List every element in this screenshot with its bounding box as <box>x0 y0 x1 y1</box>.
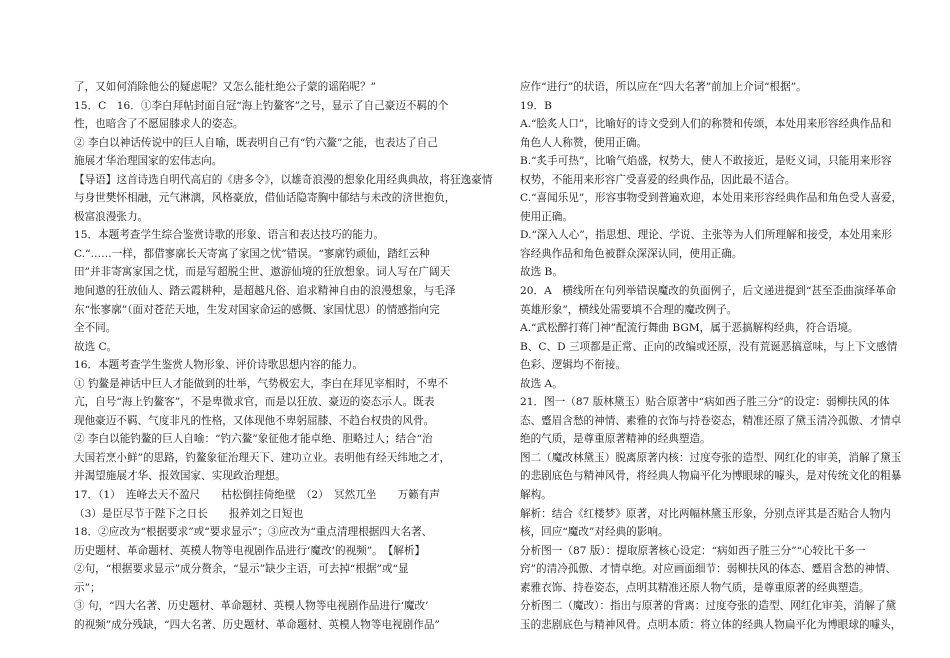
right-text-line: 玉的悲剧底色与精神风骨。点明本质：将立体的经典人物扁平化为博眼球的噱头， <box>520 618 902 631</box>
left-text-line: 极富浪漫张力。 <box>74 210 149 223</box>
left-text-line: 并渴望施展才华、报效国家、实现政治理想。 <box>74 470 286 483</box>
right-text-line: 20．A 横线所在句列举错误魔改的负面例子，后文递进提到“甚至歪曲演绎革命 <box>520 285 897 298</box>
left-text-line: 历史题材、革命题材、英模人物等电视剧作品进行‘魔改’的视频”。 【解析】 <box>74 544 426 557</box>
left-text-line: 田”并非寄寓家国之忧，而是写超脱尘世、遨游仙境的狂放想象。词人写在广阔天 <box>74 266 451 279</box>
right-text-line: 容经典作品和角色被群众深深认同，使用正确。 <box>520 247 743 260</box>
left-text-line: 与身世樊怀相融，元气淋漓，风格豪放，借仙话隐寄胸中郁结与未改的济世抱负， <box>74 192 456 205</box>
right-text-line: A.“武松醉打蒋门神”配流行舞曲 BGM，属于恶搞解构经典，符合语境。 <box>520 322 859 335</box>
left-text-line: ③ 句，“四大名著、历史题材、革命题材、英模人物等电视剧作品进行‘魔改’ <box>74 600 429 613</box>
right-text-line: B.“炙手可热”，比喻气焰盛，权势大，使人不敢接近，是贬义词，只能用来形容 <box>520 155 892 168</box>
right-text-line: C.“喜闻乐见”，形容事物受到普遍欢迎，本处用来形容经典作品和角色受人喜爱， <box>520 192 903 205</box>
left-text-line: 16．本题考查学生鉴赏人物形象、评价诗歌思想内容的能力。 <box>74 359 363 372</box>
left-text-line: 亢，自号“海上钓鳌客”，不是卑微求官，而是以狂放、豪迈的姿态示人。既表 <box>74 396 435 409</box>
right-text-line: 图二（魔改林黛玉）脱离原著内核：过度夸张的造型、网红化的审美，消解了黛玉 <box>520 451 902 464</box>
left-text-line: 示”； <box>74 581 101 594</box>
left-text-line: 了，又如何消除他公的疑虑呢？又怎么能杜绝公子蒙的谣陷呢？” <box>74 81 377 93</box>
right-text-line: 21．图一（87 版林黛玉）贴合原著中“病如西子胜三分”的设定：弱柳扶风的体 <box>520 396 890 409</box>
left-text-line: ② 李白以能钓鳌的巨人自喻：“钓六鳌”象征他才能卓绝、胆略过人；结合“治 <box>74 433 433 446</box>
right-text-line: 分析图一（87 版）：提取原著核心设定：“病如西子胜三分”“心较比干多一 <box>520 544 866 557</box>
right-text-line: 的悲剧底色与精神风骨，将经典人物扁平化为博眼球的噱头，是对传统文化的粗暴 <box>520 470 902 483</box>
left-text-line: ② 李白以神话传说中的巨人自喻，既表明自己有“钓六鳌”之能，也表达了自己 <box>74 136 438 149</box>
left-text-line: 性，也暗含了不愿屈膝求人的姿态。 <box>74 118 244 131</box>
left-text-line: （3）是臣尽节于陛下之日长 报养刘之日短也 <box>74 507 304 520</box>
right-text-line: D.“深入人心”，指思想、理论、学说、主张等为人们所理解和接受，本处用来形 <box>520 229 892 242</box>
left-text-line: 故选 C。 <box>74 340 118 353</box>
left-text-line: 【导语】这首诗选自明代高启的《唐多令》，以雄奇浪漫的想象化用经典典故，将狂逸豪情 <box>74 173 493 186</box>
right-text-line: 解构。 <box>520 489 552 502</box>
right-text-line: 核，回应“魔改”对经典的影响。 <box>520 526 669 539</box>
left-text-line: 18．②应改为“根据要求”或“要求显示”；③应改为“重点清理根据四大名著、 <box>74 526 433 539</box>
right-text-line: 英雄形象”，横线处需要填不合理的魔改例子。 <box>520 303 738 316</box>
left-text-line: 15．C 16．①李白拜帖封面自冠“海上钓鳌客”之号，显示了自己豪迈不羁的个 <box>74 99 449 112</box>
right-text-line: 故选 A。 <box>520 377 563 390</box>
left-text-line: 施展才华治理国家的宏伟志向。 <box>74 155 223 168</box>
right-text-line: 角色人人称赞，使用正确。 <box>520 136 648 149</box>
right-text-line: 使用正确。 <box>520 210 573 223</box>
left-text-line: 地间遨的狂放仙人、踏云霞耕种，是超越凡俗、追求精神自由的浪漫想象，与毛泽 <box>74 285 456 298</box>
left-text-line: 17．（1） 连峰去天不盈尺 枯松倒挂倚绝壁 （2） 冥然兀坐 万籁有声 <box>74 489 440 502</box>
left-text-line: 的视频”成分残缺，“四大名著、历史题材、革命题材、英模人物等电视剧作品” <box>74 618 440 631</box>
left-text-line: C.“……一样，都借寥廓长天寄寓了家国之忧”错误。“寥廓钓顽仙，踏红云种 <box>74 247 430 260</box>
right-text-line: 解析：结合《红楼梦》原著，对比两幅林黛玉形象，分别点评其是否贴合人物内 <box>520 507 891 520</box>
right-text-line: 分析图二（魔改）：指出与原著的背离：过度夸张的造型、网红化审美，消解了黛 <box>520 600 897 613</box>
right-text-line: 权势，不能用来形容广受喜爱的经典作品，因此最不适合。 <box>520 173 796 186</box>
left-text-line: 东“怅寥廓”（面对苍茫天地，生发对国家命运的感慨、家国忧思）的情感指向完 <box>74 303 440 316</box>
right-text-line: 态、蹙眉含愁的神情、素雅的衣饰与持卷姿态，精准还原了黛玉清冷孤傲、才情卓 <box>520 414 902 427</box>
left-text-line: 全不同。 <box>74 322 117 335</box>
left-column <box>74 78 493 634</box>
right-text-line: 19．B <box>520 99 552 112</box>
left-text-line: ① 钓鳌是神话中巨人才能做到的壮举，气势极宏大，李白在拜见宰相时，不卑不 <box>74 377 449 390</box>
right-text-line: 应作“进行”的状语，所以应在“四大名著”前加上介词“根据”。 <box>520 81 807 93</box>
right-text-line: A.“脍炙人口”，比喻好的诗文受到人们的称赞和传颂，本处用来形容经典作品和 <box>520 118 892 131</box>
right-text-line: 素雅衣饰、持卷姿态，点明其精准还原人物气质，是尊重原著的经典塑造。 <box>520 581 870 594</box>
right-text-line: 色彩、逻辑均不衔接。 <box>520 359 626 372</box>
left-text-line: ②句，“根据要求显示”成分赘余，“显示”缺少主语，可去掉“根据”或“显 <box>74 563 409 576</box>
left-text-line: 现他豪迈不羁、气度非凡的性格，又体现他不卑躬屈膝、不趋台权贵的风骨。 <box>74 414 435 427</box>
left-text-line: 15．本题考查学生综合鉴赏诗歌的形象、语言和表达技巧的能力。 <box>74 229 385 242</box>
left-text-line: 大国若烹小鲜”的思路，钓鳌象征治理天下、建功立业。表明他有经天纬地之才， <box>74 451 451 464</box>
right-text-line: 绝的气质，是尊重原著精神的经典塑造。 <box>520 433 711 446</box>
right-column <box>520 78 903 634</box>
right-text-line: B、C、D 三项都是正常、正向的改编或还原，没有荒诞恶搞意味，与上下文感情 <box>520 340 898 353</box>
right-text-line: 窍”的清冷孤傲、才情卓绝。对应画面细节：弱柳扶风的体态、蹙眉含愁的神情、 <box>520 563 897 576</box>
right-text-line: 故选 B。 <box>520 266 563 279</box>
